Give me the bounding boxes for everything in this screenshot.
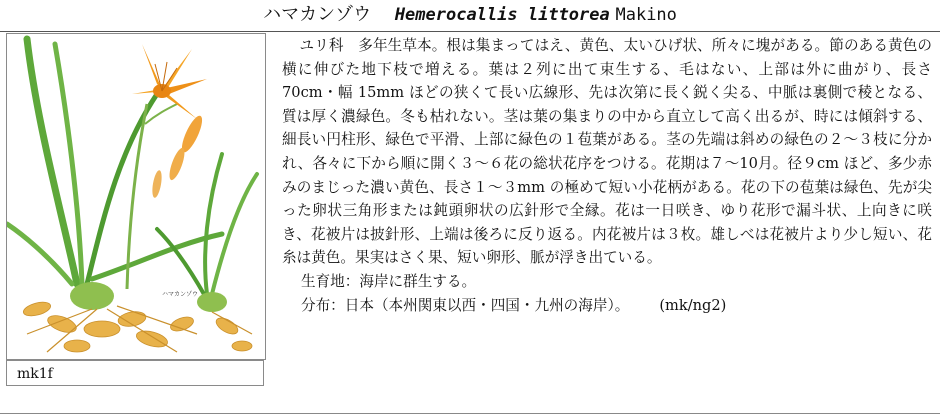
japanese-name: ハマカンゾウ	[263, 4, 372, 25]
author-name: Makino	[615, 5, 677, 25]
habitat-text: 生育地：海岸に群生する。	[300, 272, 477, 290]
plant-illustration-frame	[6, 33, 266, 360]
bottom-divider	[0, 413, 940, 414]
scientific-name: Hemerocallis littorea	[394, 5, 610, 25]
illustration-label: ハマカンゾウ	[162, 291, 199, 298]
page-title	[0, 0, 940, 30]
distribution-text: 分布：日本（本州関東以西・四国・九州の海岸）。	[300, 296, 630, 314]
top-divider	[0, 31, 940, 32]
description-column	[282, 34, 932, 317]
source-code: (mk/ng2)	[659, 296, 727, 314]
description-text: ユリ科 多年生草本。根は集まってはえ、黄色、太いひげ状、所々に塊がある。節のある黄色の横に伸びた地下枝で増える。葉は２列に出て束生する、毛はない、上部は外に曲がり、長さ 70cm・幅 15mm ほどの狭くて長い広線形、先は次第に長く鋭く尖る、中脈は裏側で稜となる、質は厚く濃緑色。冬も枯れない。茎は葉の集まりの中から直立して高く出るが、時には傾斜する、細長い円柱形、緑色で平滑、上部に緑色の１苞葉がある。茎の先端は斜めの緑色の２～３枝に分かれ、各々に下から順に開く３～６花の総状花序をつける。花期は７～10月。径９cm ほど、多少赤みのまじった濃い黄色、長さ１～３mm の極めて短い小花柄がある。花の下の苞葉は緑色、先が尖った卵状三角形または鈍頭卵状の広針形で全縁。花は一日咲き、ゆり花形で漏斗状、上向きに咲き、花被片は披針形、上端は後ろに反り返る。内花被片は３枚。雄しべは花被片より少し短い、花糸は黄色。果実はさく果、短い卵形、脈が浮き出ている。	[282, 37, 932, 267]
image-caption: mk1f	[6, 360, 264, 386]
plant-illustration	[7, 34, 265, 359]
distribution-line	[282, 294, 932, 318]
